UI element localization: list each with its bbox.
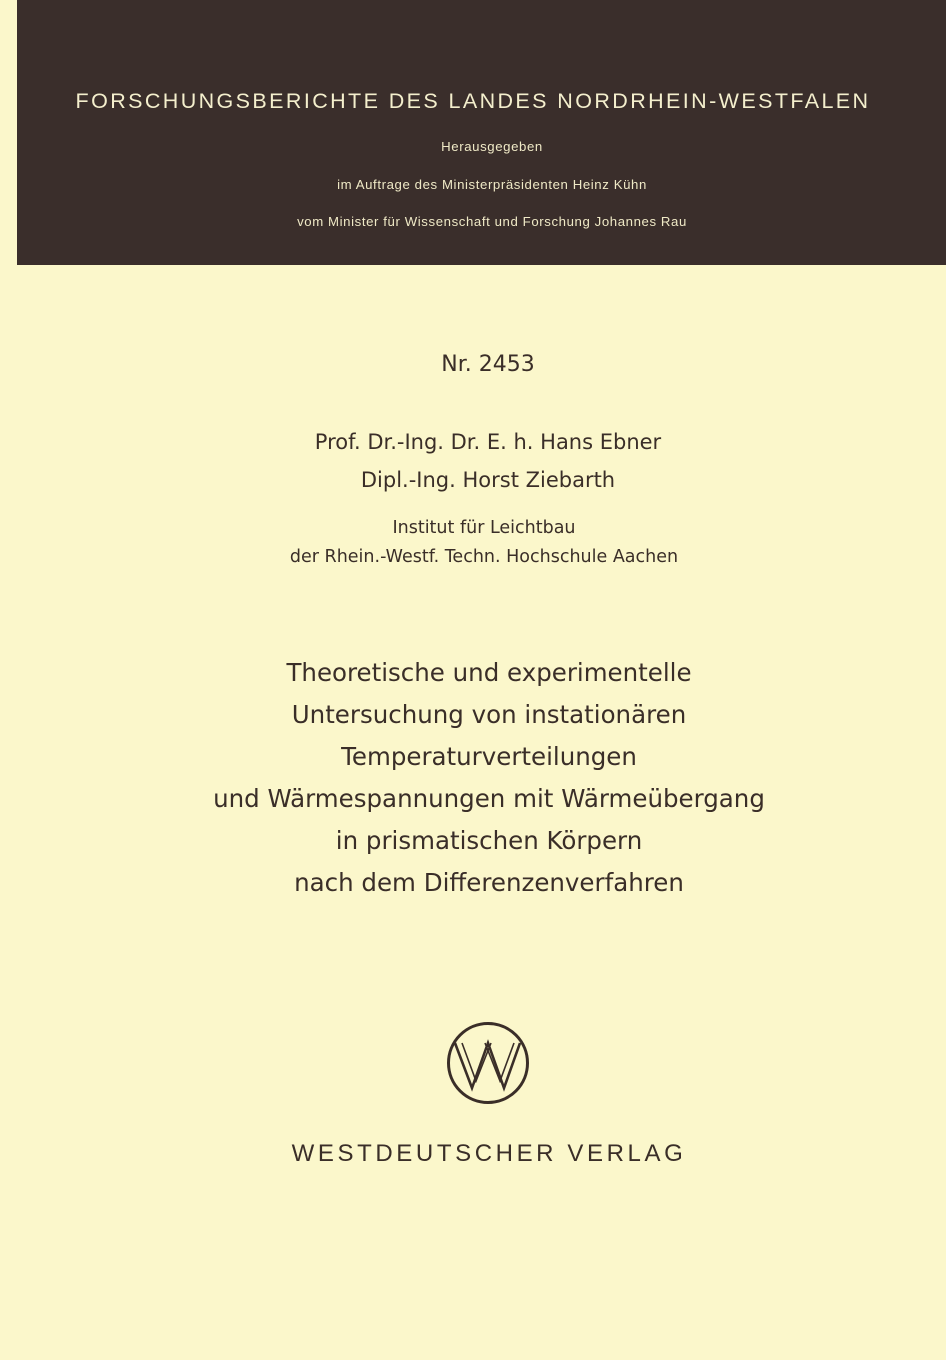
institute-line-1: Institut für Leichtbau [392, 518, 576, 538]
title-line: Untersuchung von instationären [291, 700, 687, 729]
title-line: Temperaturverteilungen [341, 742, 637, 771]
westdeutscher-verlag-logo-icon [446, 1021, 530, 1105]
series-title: FORSCHUNGSBERICHTE DES LANDES NORDRHEIN-WESTFALEN [75, 89, 871, 113]
report-title [0, 652, 946, 904]
minister-line: vom Minister für Wissenschaft und Forschung Johannes Rau [297, 214, 687, 229]
title-line: in prismatischen Körpern [335, 826, 643, 855]
author-1: Prof. Dr.-Ing. Dr. E. h. Hans Ebner [314, 430, 662, 454]
title-line: nach dem Differenzenverfahren [294, 868, 684, 897]
author-2: Dipl.-Ing. Horst Ziebarth [360, 468, 616, 492]
publisher-name: WESTDEUTSCHER VERLAG [291, 1140, 687, 1167]
editor-line: Herausgegeben [441, 139, 543, 154]
commission-line: im Auftrage des Ministerpräsidenten Heinz Kühn [337, 177, 647, 192]
title-line: und Wärmespannungen mit Wärmeübergang [213, 784, 765, 813]
institute-line-2: der Rhein.-Westf. Techn. Hochschule Aachen [289, 547, 679, 567]
title-line: Theoretische und experimentelle [286, 658, 692, 687]
report-number: Nr. 2453 [441, 352, 535, 377]
